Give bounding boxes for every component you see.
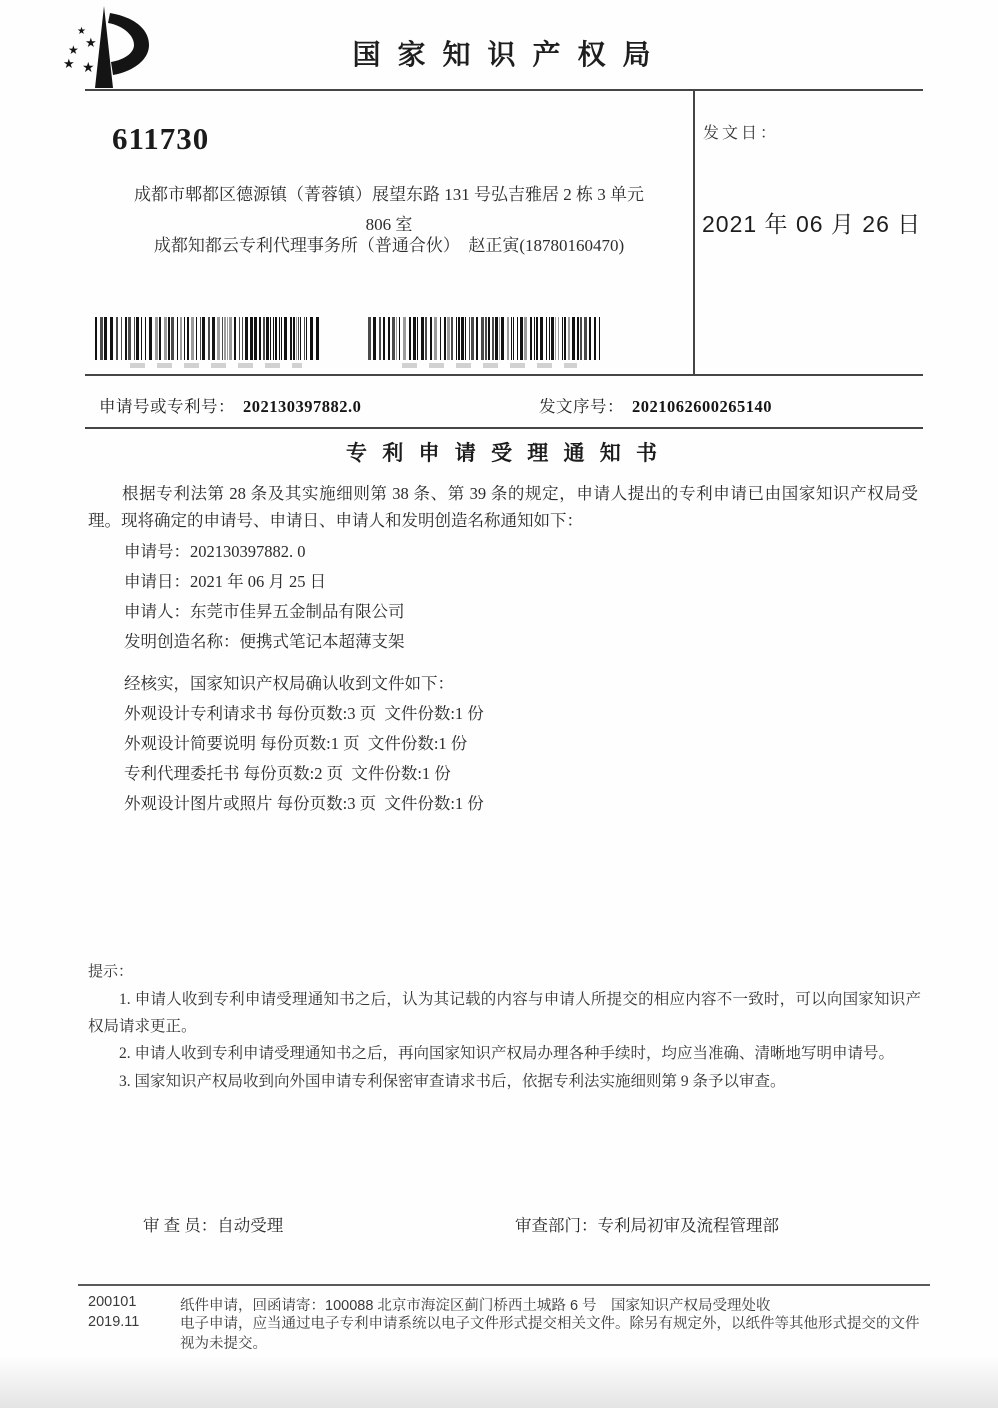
recipient-agency-line: 成都知都云专利代理事务所（普通合伙） 赵正寅(18780160470)	[153, 236, 625, 255]
received-item: 专利代理委托书 每份页数:2 页 文件份数:1 份	[124, 764, 451, 783]
svg-text:★: ★	[85, 35, 97, 50]
tips-heading: 提示：	[88, 964, 134, 980]
serial-number-row	[539, 393, 772, 417]
barcode-serial	[368, 317, 603, 360]
serial-number-value: 2021062600265140	[632, 397, 772, 416]
field-label: 申请日：	[124, 572, 190, 591]
footer-paper-filing-line: 纸件申请，回函请寄：100088 北京市海淀区蓟门桥西土城路 6 号 国家知识产权局受理处收	[180, 1298, 771, 1314]
application-number-row	[99, 393, 361, 417]
field-value: 便携式笔记本超薄支架	[239, 632, 405, 651]
issue-date-label: 发文日：	[703, 125, 780, 142]
examiner-row	[143, 1212, 283, 1236]
field-filing-date	[124, 567, 405, 597]
department-label: 审查部门：	[515, 1216, 598, 1235]
field-label: 申请人：	[124, 602, 190, 621]
received-intro: 经核实，国家知识产权局确认收到文件如下：	[124, 674, 454, 693]
notice-title: 专 利 申 请 受 理 通 知 书	[346, 441, 662, 465]
barcode-application-caption	[130, 363, 302, 368]
form-revision-date: 2019.11	[88, 1314, 140, 1330]
svg-text:★: ★	[82, 61, 95, 76]
form-code: 200101	[88, 1294, 137, 1310]
field-invention-title	[124, 627, 405, 657]
recipient-address-line1: 成都市郫都区德源镇（菁蓉镇）展望东路 131 号弘吉雅居 2 栋 3 单元	[134, 185, 644, 204]
application-number-value: 202130397882.0	[243, 397, 362, 416]
field-application-number	[124, 537, 405, 567]
application-fields	[124, 537, 405, 657]
footer-efiling-line: 电子申请，应当通过电子专利申请系统以电子文件形式提交相关文件。除另有规定外，以纸件等其他形式提交的文件视为未提交。	[180, 1316, 920, 1352]
title-section-rule	[85, 427, 923, 429]
issue-date-value: 2021 年 06 月 26 日	[702, 211, 922, 237]
examiner-value: 自动受理	[217, 1216, 284, 1235]
svg-text:★: ★	[77, 26, 86, 37]
serial-number-label: 发文序号：	[539, 397, 624, 416]
field-value: 202130397882. 0	[190, 542, 306, 561]
svg-text:★: ★	[63, 56, 75, 71]
barcode-section-rule	[85, 374, 923, 376]
issue-box-divider	[693, 89, 695, 376]
received-item: 外观设计专利请求书 每份页数:3 页 文件份数:1 份	[124, 704, 484, 723]
header-rule	[85, 89, 923, 91]
examiner-label: 审 查 员：	[143, 1216, 218, 1235]
agency-title: 国 家 知 识 产 权 局	[352, 40, 656, 71]
received-item: 外观设计图片或照片 每份页数:3 页 文件份数:1 份	[124, 794, 484, 813]
application-number-label: 申请号或专利号：	[99, 397, 235, 416]
tip-item-3: 3. 国家知识产权局收到向外国申请专利保密审查请求书后，依据专利法实施细则第 9 条予以审查。	[119, 1073, 786, 1090]
tip-item-1: 1. 申请人收到专利申请受理通知书之后，认为其记载的内容与申请人所提交的相应内容不一致时，可以向国家知识产权局请求更正。	[88, 991, 921, 1035]
field-label: 申请号：	[124, 542, 190, 561]
field-label: 发明创造名称：	[124, 632, 240, 651]
recipient-address-line2: 806 室	[365, 215, 413, 234]
svg-text:★: ★	[68, 43, 79, 57]
footer-rule	[78, 1284, 930, 1286]
barcode-serial-caption	[402, 363, 577, 368]
field-value: 2021 年 06 月 25 日	[190, 572, 327, 591]
department-value: 专利局初审及流程管理部	[597, 1216, 779, 1235]
field-applicant	[124, 597, 405, 627]
notice-intro-paragraph: 根据专利法第 28 条及其实施细则第 38 条、第 39 条的规定，申请人提出的专利申请已由国家知识产权局受理。现将确定的申请号、申请日、申请人和发明创造名称通知如下：	[88, 484, 918, 530]
tip-item-2: 2. 申请人收到专利申请受理通知书之后，再向国家知识产权局办理各种手续时，均应当准确、清晰地写明申请号。	[119, 1045, 895, 1062]
field-value: 东莞市佳昇五金制品有限公司	[190, 602, 405, 621]
received-documents	[124, 669, 484, 819]
received-item: 外观设计简要说明 每份页数:1 页 文件份数:1 份	[124, 734, 468, 753]
department-row	[515, 1212, 779, 1236]
postal-code: 611730	[112, 121, 210, 156]
scan-shadow	[0, 1356, 998, 1408]
barcode-application	[95, 317, 322, 360]
